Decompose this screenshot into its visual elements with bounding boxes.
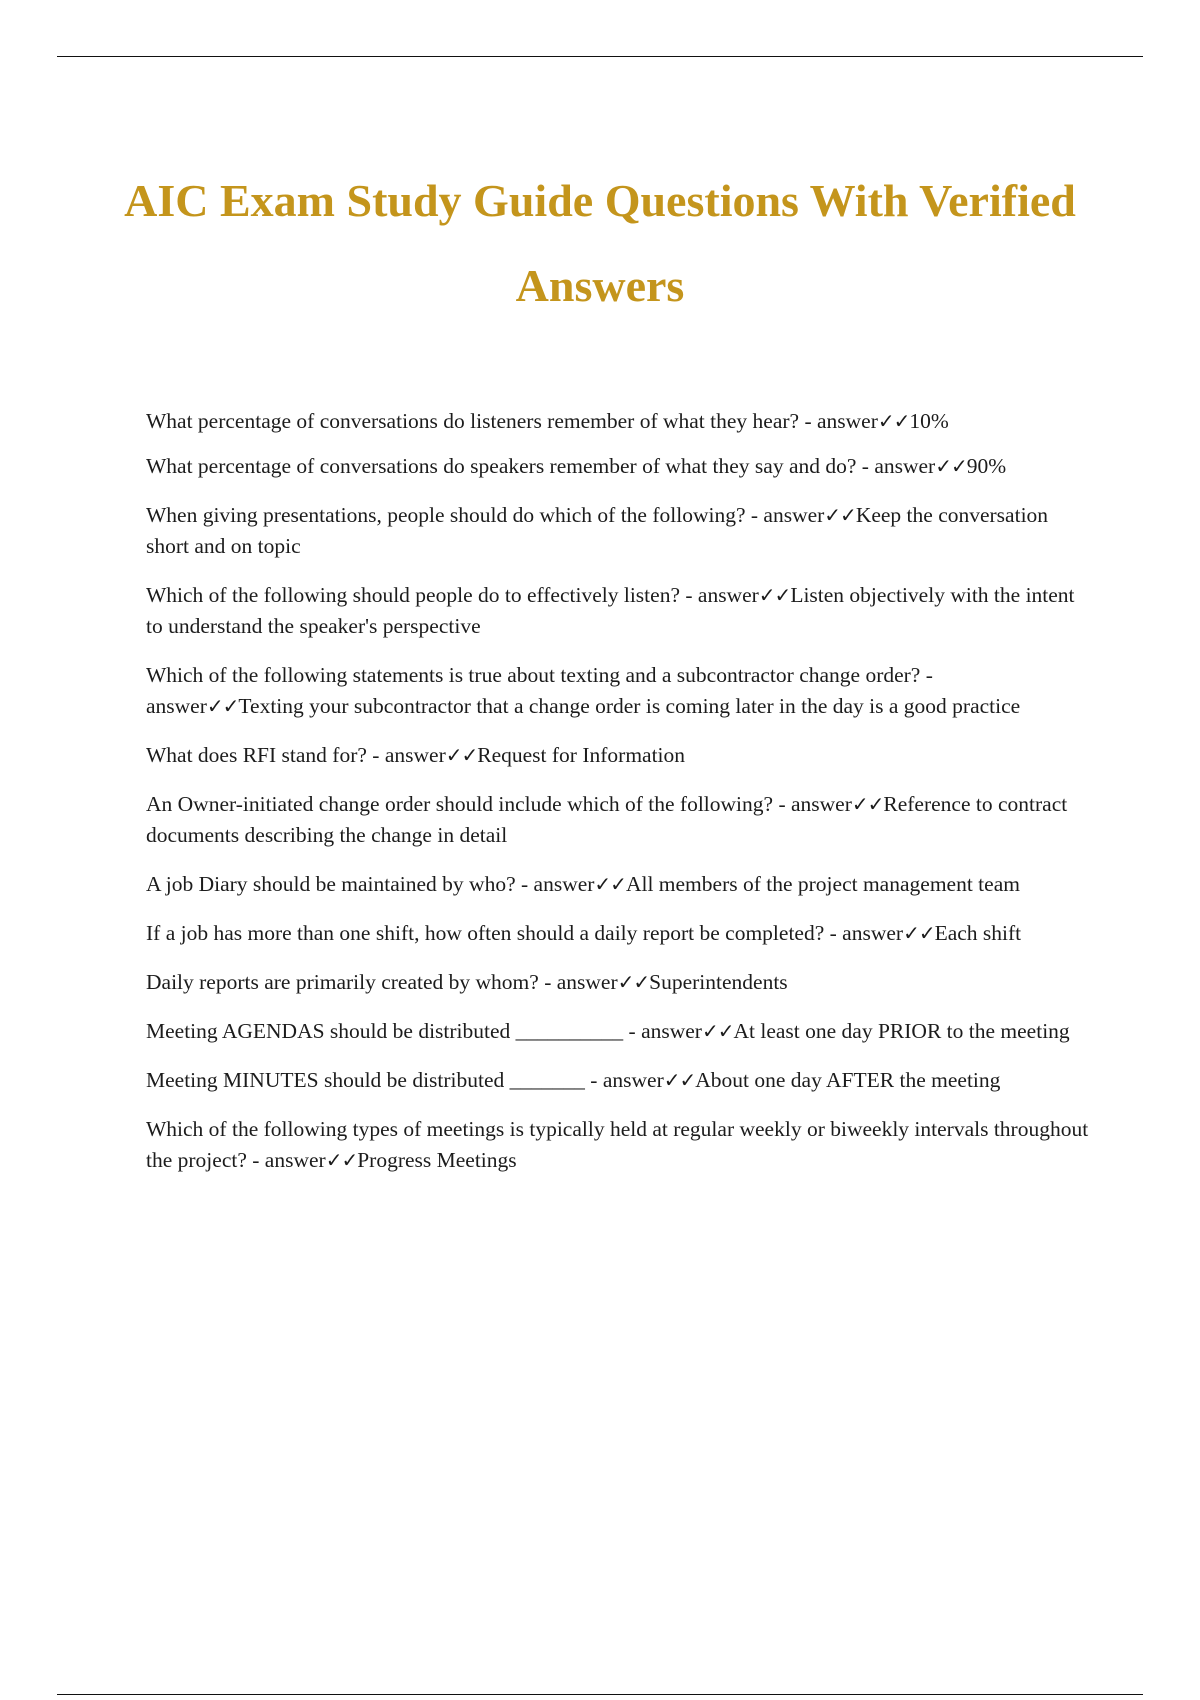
question-text: Meeting AGENDAS should be distributed __________ - (146, 1019, 636, 1043)
answer-text: At least one day PRIOR to the meeting (733, 1019, 1070, 1043)
check-icon: ✓✓ (325, 1148, 358, 1172)
answer-marker: answer (697, 583, 759, 607)
check-icon: ✓✓ (701, 1019, 734, 1043)
question-text: What percentage of conversations do listeners remember of what they hear? - (146, 409, 812, 433)
question-text: Which of the following should people do to effectively listen? - (146, 583, 693, 607)
qa-item (146, 1065, 1096, 1096)
question-text: Which of the following statements is true about texting and a subcontractor change order? - (146, 663, 933, 687)
answer-marker: answer (533, 872, 595, 896)
qa-item (146, 869, 1096, 900)
qa-item (146, 500, 1096, 562)
question-text: Daily reports are primarily created by whom? - (146, 970, 552, 994)
answer-marker: answer (264, 1148, 326, 1172)
check-icon: ✓✓ (594, 872, 626, 896)
question-text: An Owner-initiated change order should include which of the following? - (146, 792, 786, 816)
answer-marker: answer (874, 454, 936, 478)
answer-marker: answer (842, 921, 904, 945)
check-icon: ✓✓ (935, 454, 967, 478)
qa-item (146, 789, 1096, 851)
check-icon: ✓✓ (903, 921, 935, 945)
qa-item (146, 660, 1096, 722)
qa-item (146, 1114, 1096, 1176)
question-text: If a job has more than one shift, how often should a daily report be completed? - (146, 921, 837, 945)
answer-text: Reference to contract documents describing the change in detail (146, 792, 1068, 847)
answer-marker: answer (641, 1019, 702, 1043)
document-title: AIC Exam Study Guide Questions With Verified Answers (124, 175, 1076, 311)
answer-text: 90% (966, 454, 1007, 478)
check-icon: ✓✓ (663, 1068, 696, 1092)
answer-marker: answer (146, 694, 207, 718)
answer-text: Each shift (934, 921, 1022, 945)
answer-text: Keep the conversation short and on topic (146, 503, 1049, 558)
answer-marker: answer (556, 970, 618, 994)
answer-marker: answer (602, 1068, 664, 1092)
answer-text: Texting your subcontractor that a change order is coming later in the day is a good practice (238, 694, 1021, 718)
check-icon: ✓✓ (206, 694, 239, 718)
qa-item (146, 580, 1096, 642)
question-text: Meeting MINUTES should be distributed _______ - (146, 1068, 598, 1092)
answer-text: Superintendents (649, 970, 788, 994)
answer-text: Listen objectively with the intent to understand the speaker's perspective (146, 583, 1075, 638)
question-text: Which of the following types of meetings is typically held at regular weekly or biweekly intervals throughout the project? - (146, 1117, 1089, 1172)
check-icon: ✓✓ (758, 583, 791, 607)
bottom-rule (57, 1694, 1143, 1695)
question-text: When giving presentations, people should do which of the following? - (146, 503, 759, 527)
answer-marker: answer (763, 503, 825, 527)
check-icon: ✓✓ (824, 503, 856, 527)
question-text: A job Diary should be maintained by who? - (146, 872, 529, 896)
question-text: What percentage of conversations do speakers remember of what they say and do? - (146, 454, 869, 478)
top-rule (57, 56, 1143, 57)
check-icon: ✓✓ (851, 792, 884, 816)
answer-text: Progress Meetings (357, 1148, 517, 1172)
qa-item (146, 740, 1096, 771)
answer-text: All members of the project management team (625, 872, 1020, 896)
qa-item (146, 451, 1096, 482)
check-icon: ✓✓ (617, 970, 650, 994)
qa-item (146, 406, 1096, 437)
qa-item (146, 918, 1096, 949)
qa-item (146, 1016, 1096, 1047)
check-icon: ✓✓ (445, 743, 478, 767)
answer-marker: answer (384, 743, 446, 767)
qa-list (146, 406, 1096, 1194)
question-text: What does RFI stand for? - (146, 743, 380, 767)
answer-marker: answer (817, 409, 878, 433)
answer-text: Request for Information (477, 743, 686, 767)
qa-item (146, 967, 1096, 998)
answer-marker: answer (790, 792, 852, 816)
answer-text: About one day AFTER the meeting (695, 1068, 1001, 1092)
answer-text: 10% (909, 409, 949, 433)
check-icon: ✓✓ (877, 409, 910, 433)
